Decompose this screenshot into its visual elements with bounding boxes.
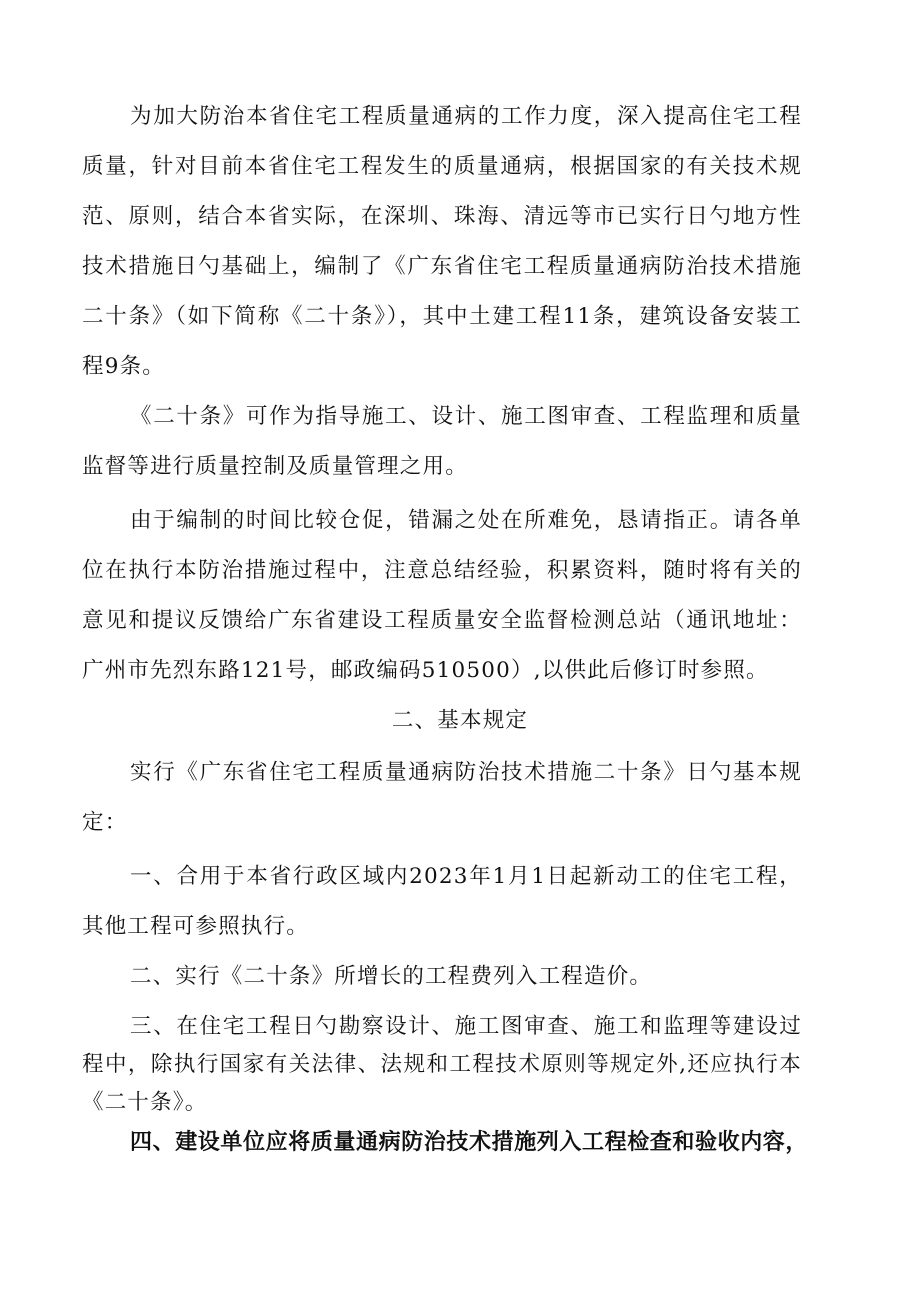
rule-item-3: 三、在住宅工程日勺勘察设计、施工图审查、施工和监理等建设过程中，除执行国家有关法律、法规和工程技术原则等规定外,还应执行本《二十条》。 — [82, 1014, 802, 1115]
usage-paragraph: 《二十条》可作为指导施工、设计、施工图审查、工程监理和质量监督等进行质量控制及质量管理之用。 — [82, 404, 802, 479]
section-heading: 二、基本规定 — [391, 708, 529, 733]
intro-paragraph: 为加大防治本省住宅工程质量通病的工作力度，深入提高住宅工程质量，针对目前本省住宅工程发生的质量通病，根据国家的有关技术规范、原则，结合本省实际，在深圳、珠海、清远等市已实行日勺地方性技术措施日勺基础上，编制了《广东省住宅工程质量通病防治技术措施二十条》（如下简称《二十条》），其中土建工程11条，建筑设备安装工程9条。 — [82, 104, 802, 379]
rule-item-4-bold: 四、建设单位应将质量通病防治技术措施列入工程检查和验收内容， — [130, 1130, 809, 1155]
rules-intro: 实行《广东省住宅工程质量通病防治技术措施二十条》日勺基本规定： — [82, 760, 802, 835]
rule-item-2: 二、实行《二十条》所增长的工程费列入工程造价。 — [130, 964, 653, 989]
rule-item-1: 一、合用于本省行政区域内2023年1月1日起新动工的住宅工程，其他工程可参照执行。 — [82, 864, 802, 939]
feedback-paragraph: 由于编制的时间比较仓促，错漏之处在所难免，恳请指正。请各单位在执行本防治措施过程中，注意总结经验，积累资料，随时将有关的意见和提议反馈给广东省建设工程质量安全监督检测总站（通讯地址：广州市先烈东路121号，邮政编码510500）,以供此后修订时参照。 — [82, 508, 802, 683]
